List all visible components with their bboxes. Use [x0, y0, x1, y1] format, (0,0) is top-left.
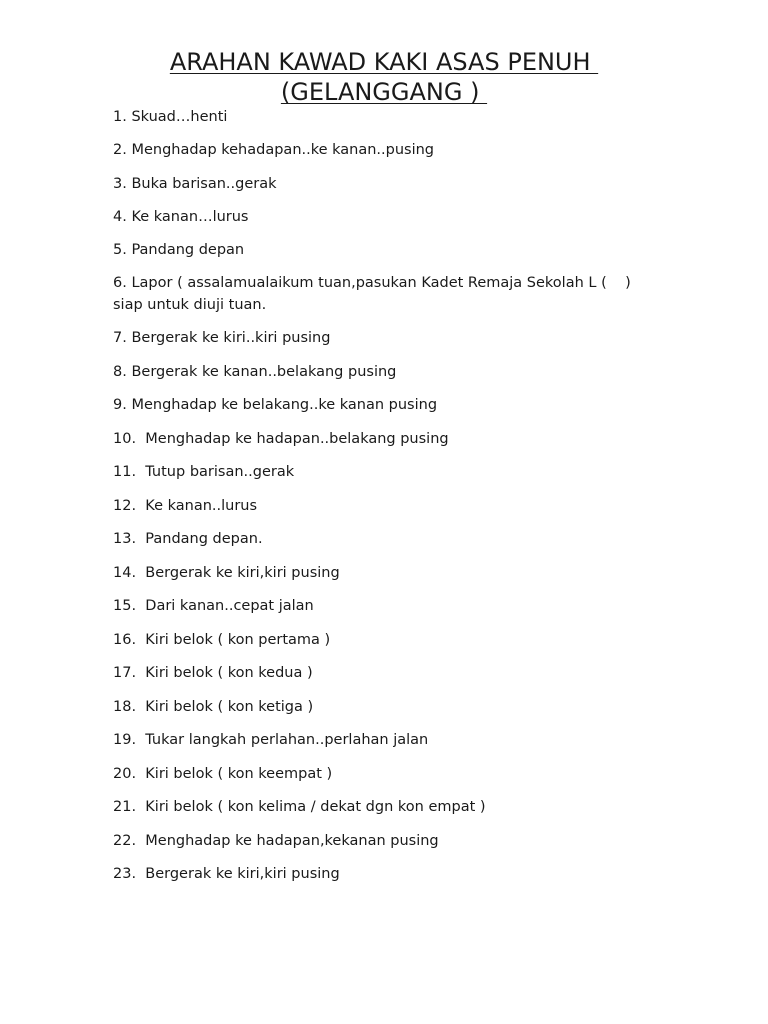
list-item-text: Menghadap ke belakang..ke kanan pusing	[131, 397, 438, 413]
list-item-number: 19.	[113, 732, 137, 748]
list-item-text: Bergerak ke kiri,kiri pusing	[145, 866, 340, 882]
list-item-number: 8.	[113, 364, 127, 380]
list-item-text: Ke kanan…lurus	[131, 209, 249, 225]
list-item-number: 2.	[113, 142, 127, 158]
title-text-1: ARAHAN KAWAD KAKI ASAS PENUH	[169, 48, 599, 76]
list-item-text: Bergerak ke kiri..kiri pusing	[131, 330, 331, 346]
list-item	[113, 629, 673, 651]
list-item-number: 10.	[113, 431, 137, 447]
list-item-number: 5.	[113, 242, 127, 258]
list-item	[113, 327, 673, 349]
list-item	[113, 696, 673, 718]
list-item-text: Menghadap kehadapan..ke kanan..pusing	[131, 142, 435, 158]
list-item-number: 11.	[113, 464, 137, 480]
list-item-number: 21.	[113, 799, 137, 815]
list-item-text: Ke kanan..lurus	[145, 498, 258, 514]
list-item	[113, 139, 673, 161]
list-item-number: 6.	[113, 275, 127, 291]
list-item	[113, 528, 673, 550]
list-item	[113, 173, 673, 195]
list-item-text: Kiri belok ( kon keempat )	[145, 766, 333, 782]
list-item-text: Tukar langkah perlahan..perlahan jalan	[145, 732, 429, 748]
list-item-number: 12.	[113, 498, 137, 514]
list-item	[113, 495, 673, 517]
list-item	[113, 206, 673, 228]
list-item-number: 16.	[113, 632, 137, 648]
list-item-number: 1.	[113, 109, 127, 125]
list-item-text: Dari kanan..cepat jalan	[145, 598, 314, 614]
list-item-number: 18.	[113, 699, 137, 715]
list-item-text: Kiri belok ( kon pertama )	[145, 632, 331, 648]
list-item-text: Lapor ( assalamualaikum tuan,pasukan Kadet Remaja Sekolah L ( ) siap untuk diuji tuan.	[113, 275, 631, 313]
list-item-text: Menghadap ke hadapan,kekanan pusing	[145, 833, 439, 849]
document-title-line-1	[0, 48, 768, 76]
list-item-number: 22.	[113, 833, 137, 849]
list-item-number: 14.	[113, 565, 137, 581]
list-item	[113, 272, 673, 316]
list-item	[113, 106, 673, 128]
list-item	[113, 239, 673, 261]
list-item-number: 7.	[113, 330, 127, 346]
list-item-number: 9.	[113, 397, 127, 413]
list-item-text: Kiri belok ( kon kedua )	[145, 665, 313, 681]
list-item	[113, 461, 673, 483]
list-item-number: 15.	[113, 598, 137, 614]
list-item-number: 3.	[113, 176, 127, 192]
list-item-text: Pandang depan.	[145, 531, 263, 547]
list-item-number: 13.	[113, 531, 137, 547]
list-item	[113, 595, 673, 617]
list-item-text: Buka barisan..gerak	[131, 176, 277, 192]
list-item-number: 20.	[113, 766, 137, 782]
list-item	[113, 863, 673, 885]
list-item-text: Skuad…henti	[131, 109, 228, 125]
list-item-text: Kiri belok ( kon kelima / dekat dgn kon empat )	[145, 799, 486, 815]
list-item	[113, 662, 673, 684]
list-item	[113, 394, 673, 416]
list-item	[113, 562, 673, 584]
list-item-text: Kiri belok ( kon ketiga )	[145, 699, 314, 715]
list-item-number: 17.	[113, 665, 137, 681]
list-item-text: Pandang depan	[131, 242, 245, 258]
list-item	[113, 763, 673, 785]
list-item-text: Bergerak ke kanan..belakang pusing	[131, 364, 397, 380]
title-text-2: (GELANGGANG )	[280, 78, 488, 106]
list-item-text: Bergerak ke kiri,kiri pusing	[145, 565, 340, 581]
list-item	[113, 361, 673, 383]
list-item	[113, 796, 673, 818]
list-item	[113, 830, 673, 852]
list-item	[113, 428, 673, 450]
list-item-number: 23.	[113, 866, 137, 882]
list-item-text: Tutup barisan..gerak	[145, 464, 295, 480]
list-item-text: Menghadap ke hadapan..belakang pusing	[145, 431, 449, 447]
list-item	[113, 729, 673, 751]
document-title-line-2	[0, 78, 768, 106]
list-item-number: 4.	[113, 209, 127, 225]
